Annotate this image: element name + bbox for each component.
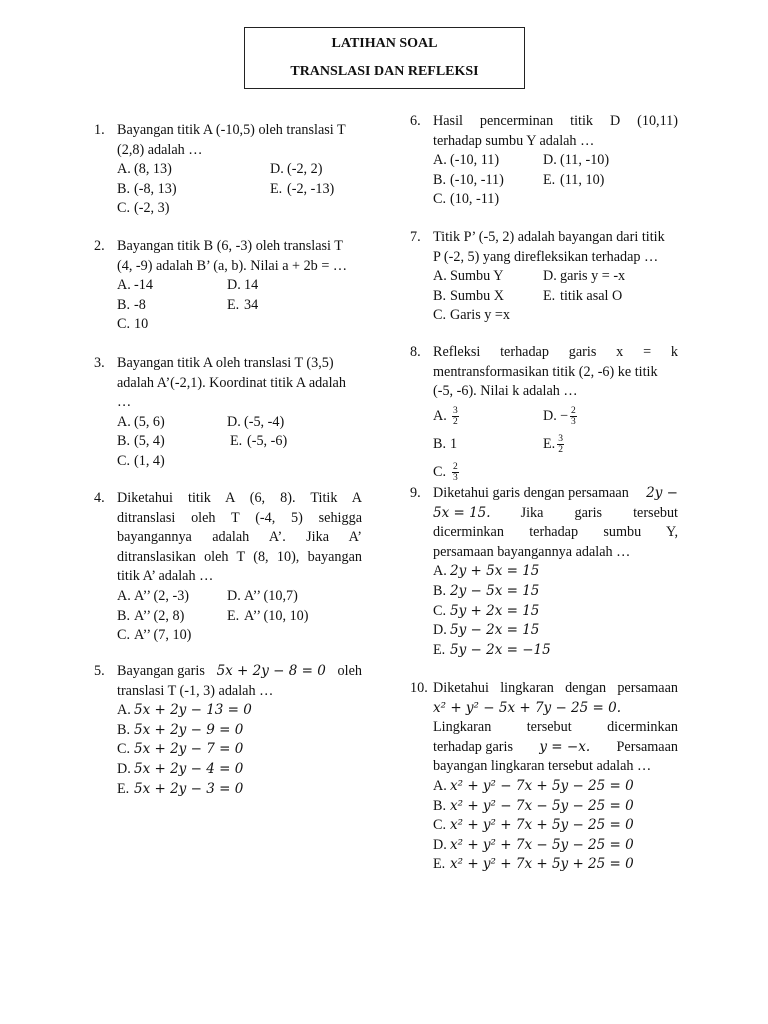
option-d[interactable] [543, 406, 577, 427]
option-e[interactable] [543, 434, 564, 455]
option-text: 5x + 2y − 3 = 0 [134, 780, 244, 797]
option-label: B. [117, 433, 131, 450]
stem-equation: x² + y² − 5x + 7y − 25 = 0. [433, 699, 622, 716]
option-text: A’’ (10, 10) [244, 607, 309, 624]
stem-line: adalah A’(-2,1). Koordinat titik A adalah [117, 374, 346, 391]
option-b[interactable] [117, 721, 362, 741]
option-label: C. [117, 627, 131, 644]
stem-text: Bayangan garis [117, 663, 205, 679]
stem-line [433, 738, 678, 758]
question-stem [433, 343, 678, 402]
stem-equation: y = −x. [539, 738, 591, 755]
option-c[interactable] [433, 602, 678, 622]
option-label: E. [230, 433, 243, 450]
option-text: 5y + 2x = 15 [450, 602, 540, 619]
option-text: 1 [450, 435, 458, 452]
option-c[interactable] [433, 306, 678, 326]
fraction-denominator: 3 [453, 473, 458, 484]
option-label: E. [227, 607, 240, 624]
stem-line: Diketahui lingkaran dengan persamaan [433, 680, 678, 696]
fraction [570, 406, 577, 427]
option-label: D. [543, 268, 557, 285]
option-d[interactable] [227, 276, 258, 296]
option-text: A’’ (2, 8) [134, 607, 185, 624]
stem-line: Titik P’ (-5, 2) adalah bayangan dari titik [433, 229, 665, 245]
option-e[interactable] [543, 171, 604, 191]
stem-line: (4, -9) adalah B’ (a, b). Nilai a + 2b = … [117, 257, 348, 274]
question-number: 6. [410, 113, 421, 129]
question-number: 5. [94, 663, 105, 679]
option-label: C. [433, 191, 447, 208]
stem-line: … [117, 394, 132, 411]
option-text: -14 [134, 277, 153, 294]
option-a[interactable] [117, 701, 362, 721]
option-label: E. [227, 296, 240, 313]
worksheet-title: LATIHAN SOAL [331, 36, 438, 51]
option-text: (-5, -6) [247, 433, 288, 450]
option-a[interactable] [117, 276, 227, 296]
option-text: Sumbu Y [450, 268, 504, 285]
fraction-numerator: 3 [558, 434, 563, 445]
option-text: (-2, 3) [134, 200, 170, 217]
option-text: x² + y² + 7x + 5y − 25 = 0 [450, 817, 634, 834]
option-text: x² + y² + 7x − 5y − 25 = 0 [450, 836, 634, 853]
option-b[interactable] [433, 797, 678, 817]
question-stem [117, 121, 362, 160]
options [117, 160, 362, 219]
options [117, 587, 362, 646]
stem-line: titik A’ adalah … [117, 568, 214, 585]
option-text: A’’ (7, 10) [134, 627, 192, 644]
option-text: 5x + 2y − 4 = 0 [134, 760, 244, 777]
option-c[interactable] [117, 452, 362, 472]
option-label: D. [543, 152, 557, 169]
question-7 [410, 228, 678, 326]
option-label: A. [433, 268, 447, 285]
option-b[interactable] [433, 435, 543, 455]
worksheet-subtitle: TRANSLASI DAN REFLEKSI [290, 64, 479, 79]
option-label: B. [117, 296, 131, 313]
question-stem [433, 228, 678, 267]
options [117, 276, 362, 335]
option-e[interactable] [433, 641, 678, 661]
options [117, 413, 362, 472]
option-label: C. [117, 200, 131, 217]
question-stem [117, 354, 362, 413]
option-text: A’’ (10,7) [244, 587, 298, 604]
option-label: D. [433, 622, 447, 639]
option-label: D. [227, 413, 241, 430]
option-label: B. [117, 180, 131, 197]
option-text: A’’ (2, -3) [134, 587, 190, 604]
option-text: x² + y² + 7x + 5y + 25 = 0 [450, 856, 634, 873]
option-text: 5x + 2y − 9 = 0 [134, 721, 244, 738]
option-label: E. [543, 171, 556, 188]
option-label: A. [117, 277, 131, 294]
option-c[interactable] [433, 816, 678, 836]
option-e[interactable] [117, 780, 362, 800]
option-label: A. [117, 702, 131, 719]
option-text: Garis y =x [450, 307, 511, 324]
question-6 [410, 112, 678, 210]
stem-line: bayangannya adalah A’. Jika A’ [117, 529, 362, 546]
option-label: B. [433, 171, 447, 188]
stem-text: terhadap garis [433, 738, 513, 755]
option-b[interactable] [117, 180, 270, 200]
option-text: titik asal O [560, 287, 623, 304]
option-label: C. [433, 602, 447, 619]
option-e[interactable] [543, 287, 622, 307]
option-text: 34 [244, 296, 259, 313]
fraction-denominator: 3 [571, 417, 576, 428]
stem-line [433, 504, 678, 524]
question-stem [433, 679, 678, 777]
option-label: A. [433, 152, 447, 169]
question-10 [410, 679, 678, 875]
stem-line: ditranslasi oleh T (-4, 5) sehigga [117, 509, 362, 526]
option-a[interactable] [433, 562, 678, 582]
option-label: C. [433, 463, 447, 480]
question-number: 3. [94, 355, 105, 371]
option-text: (11, 10) [560, 171, 605, 188]
option-label: E. [543, 287, 556, 304]
option-label: A. [433, 777, 447, 794]
title-box [244, 27, 525, 89]
options [433, 267, 678, 326]
option-text: (-2, 2) [287, 161, 323, 178]
stem-text: oleh [337, 663, 362, 679]
option-text: x² + y² − 7x + 5y − 25 = 0 [450, 777, 634, 794]
option-label: B. [433, 287, 447, 304]
option-text: -8 [134, 296, 146, 313]
question-4 [94, 489, 362, 646]
stem-text: Jika garis tersebut [520, 504, 678, 521]
option-text: 5x + 2y − 7 = 0 [134, 741, 244, 758]
stem-equation: 5x = 15. [433, 504, 491, 521]
option-label: A. [117, 587, 131, 604]
option-label: E. [270, 180, 283, 197]
option-text: (1, 4) [134, 452, 165, 469]
option-text: 2y + 5x = 15 [450, 563, 540, 580]
option-text: garis y = -x [560, 268, 626, 285]
question-stem [433, 112, 678, 151]
stem-line: Bayangan titik B (6, -3) oleh translasi T [117, 238, 343, 254]
option-label: B. [433, 435, 447, 452]
option-label: D. [270, 161, 284, 178]
fraction-numerator: 3 [453, 406, 458, 417]
stem-line: P (-2, 5) yang direfleksikan terhadap … [433, 248, 659, 265]
stem-equation: 5x + 2y − 8 = 0 [216, 663, 326, 679]
question-number: 2. [94, 238, 105, 254]
question-5 [94, 662, 362, 799]
option-d[interactable] [543, 151, 609, 171]
option-b[interactable] [433, 171, 543, 191]
question-number: 1. [94, 122, 105, 138]
question-stem [433, 484, 678, 562]
stem-line: persamaan bayangannya adalah … [433, 543, 631, 560]
option-label: B. [117, 607, 131, 624]
option-a[interactable] [117, 160, 270, 180]
option-text: 10 [134, 316, 149, 333]
stem-text: Persamaan [616, 738, 678, 755]
option-a[interactable] [117, 587, 227, 607]
option-a[interactable] [433, 777, 678, 797]
question-number: 10. [410, 680, 428, 696]
option-label: B. [433, 797, 447, 814]
option-text: 2y − 5x = 15 [450, 582, 540, 599]
fraction [452, 462, 459, 483]
option-label: C. [117, 452, 131, 469]
stem-line: Bayangan titik A (-10,5) oleh translasi T [117, 122, 346, 138]
option-label: D. [227, 277, 241, 294]
option-e[interactable] [227, 607, 308, 627]
option-c[interactable] [433, 190, 678, 210]
stem-line: bayangan lingkaran tersebut adalah … [433, 758, 652, 775]
option-b[interactable] [117, 432, 230, 452]
stem-line: (-5, -6). Nilai k adalah … [433, 383, 578, 400]
option-text: (-2, -13) [287, 180, 335, 197]
option-a[interactable] [433, 267, 543, 287]
option-d[interactable] [543, 267, 625, 287]
option-c[interactable] [117, 740, 362, 760]
fraction-denominator: 2 [453, 417, 458, 428]
option-text: 5y − 2x = 15 [450, 622, 540, 639]
fraction [557, 434, 564, 455]
option-text: 5y − 2x = −15 [450, 641, 551, 658]
question-1 [94, 121, 362, 219]
question-stem [117, 489, 362, 587]
option-e[interactable] [227, 296, 258, 316]
option-label: A. [117, 413, 131, 430]
option-a[interactable] [433, 151, 543, 171]
option-label: C. [433, 817, 447, 834]
fraction-numerator: 2 [453, 462, 458, 473]
option-c[interactable] [117, 199, 362, 219]
option-b[interactable] [433, 287, 543, 307]
stem-line: dicerminkan terhadap sumbu Y, [433, 524, 678, 541]
option-text: (-8, 13) [134, 180, 177, 197]
option-label: C. [117, 316, 131, 333]
option-label: D. [227, 587, 241, 604]
stem-line: (2,8) adalah … [117, 141, 203, 158]
option-label: B. [433, 582, 447, 599]
options [433, 402, 678, 488]
stem-line: Bayangan titik A oleh translasi T (3,5) [117, 355, 334, 371]
stem-line: ditranslasikan oleh T (8, 10), bayangan [117, 548, 362, 565]
option-a[interactable] [433, 406, 543, 427]
option-label: C. [433, 307, 447, 324]
options [117, 701, 362, 799]
option-d[interactable] [433, 836, 678, 856]
option-b[interactable] [117, 607, 227, 627]
stem-line: terhadap sumbu Y adalah … [433, 132, 595, 149]
question-number: 4. [94, 490, 105, 506]
options [433, 777, 678, 875]
stem-line: mentransformasikan titik (2, -6) ke titik [433, 363, 658, 380]
option-text: (8, 13) [134, 161, 172, 178]
stem-line: Refleksi terhadap garis x = k [433, 344, 678, 360]
option-label: B. [117, 721, 131, 738]
question-9 [410, 484, 678, 660]
option-text: x² + y² − 7x − 5y − 25 = 0 [450, 797, 634, 814]
stem-text: Diketahui garis dengan persamaan [433, 485, 629, 501]
option-label: D. [117, 760, 131, 777]
option-text: (-10, 11) [450, 152, 500, 169]
question-3 [94, 354, 362, 472]
option-label: C. [117, 741, 131, 758]
option-e[interactable] [230, 432, 287, 452]
fraction-numerator: 2 [571, 406, 576, 417]
fraction-denominator: 2 [558, 445, 563, 456]
question-number: 8. [410, 344, 421, 360]
option-label: E. [433, 641, 446, 658]
option-e[interactable] [270, 180, 334, 200]
option-label: D. [433, 836, 447, 853]
option-label: E. [433, 856, 446, 873]
option-text: (-5, -4) [244, 413, 285, 430]
stem-line: Hasil pencerminan titik D (10,11) [433, 113, 678, 129]
option-d[interactable] [433, 621, 678, 641]
options [433, 562, 678, 660]
option-text: (-10, -11) [450, 171, 504, 188]
option-text: (11, -10) [560, 152, 610, 169]
option-text: 5x + 2y − 13 = 0 [134, 702, 252, 719]
question-8 [410, 343, 678, 488]
option-c[interactable] [117, 626, 362, 646]
option-text: (5, 4) [134, 433, 165, 450]
option-text: Sumbu X [450, 287, 504, 304]
stem-equation: 2y − [646, 485, 678, 501]
option-b[interactable] [117, 296, 227, 316]
option-b[interactable] [433, 582, 678, 602]
option-label: A. [433, 408, 447, 425]
option-label: A. [433, 563, 447, 580]
option-d[interactable] [227, 413, 284, 433]
stem-line: Lingkaran tersebut dicerminkan [433, 719, 678, 736]
option-c[interactable] [117, 315, 362, 335]
stem-line [117, 662, 362, 682]
option-d[interactable] [227, 587, 298, 607]
option-d[interactable] [117, 760, 362, 780]
option-text: (5, 6) [134, 413, 165, 430]
question-2 [94, 237, 362, 335]
option-label: E. [543, 436, 556, 453]
stem-line: Diketahui titik A (6, 8). Titik A [117, 490, 362, 506]
option-a[interactable] [117, 413, 227, 433]
option-text: (10, -11) [450, 191, 500, 208]
question-stem [117, 237, 362, 276]
stem-line [433, 484, 678, 504]
fraction-sign: − [560, 408, 569, 425]
option-e[interactable] [433, 855, 678, 875]
option-label: E. [117, 780, 130, 797]
stem-line: translasi T (-1, 3) adalah … [117, 682, 274, 699]
fraction [452, 406, 459, 427]
question-number: 7. [410, 229, 421, 245]
option-text: 14 [244, 277, 259, 294]
question-stem [117, 662, 362, 701]
option-d[interactable] [270, 160, 322, 180]
options [433, 151, 678, 210]
question-number: 9. [410, 485, 421, 501]
option-label: D. [543, 408, 557, 425]
option-label: A. [117, 161, 131, 178]
